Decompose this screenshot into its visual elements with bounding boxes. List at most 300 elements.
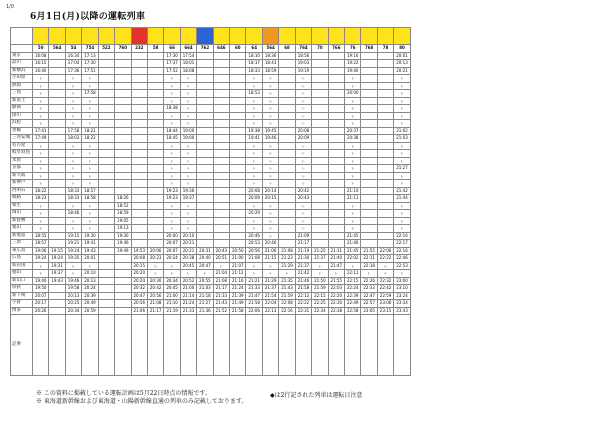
- time-cell: [361, 67, 377, 75]
- time-cell: ㇾ: [345, 210, 361, 218]
- train-number: 768: [361, 45, 377, 53]
- time-cell: 22:46: [394, 255, 410, 263]
- time-cell: ㇾ: [246, 150, 262, 158]
- time-cell: 22:26: [361, 277, 377, 285]
- time-cell: 20:46: [246, 232, 262, 240]
- time-cell: 17:37: [164, 60, 180, 68]
- time-cell: 17:36: [65, 67, 81, 75]
- time-cell: ㇾ: [377, 262, 393, 270]
- time-cell: 21:31: [328, 247, 344, 255]
- remarks-cell: [213, 315, 229, 376]
- time-cell: [328, 157, 344, 165]
- time-cell: 20:21: [394, 67, 410, 75]
- time-cell: [115, 97, 131, 105]
- remarks-cell: [295, 315, 311, 376]
- time-cell: 21:44: [394, 195, 410, 203]
- time-cell: [49, 195, 65, 203]
- time-cell: 21:58: [295, 285, 311, 293]
- time-cell: [230, 165, 246, 173]
- time-cell: [98, 300, 114, 308]
- time-cell: [115, 255, 131, 263]
- time-cell: 21:55: [328, 277, 344, 285]
- time-cell: 21:46: [345, 240, 361, 248]
- time-cell: 18:59: [115, 210, 131, 218]
- time-cell: 20:15: [262, 195, 278, 203]
- time-cell: [328, 240, 344, 248]
- station-name: 熱海: [11, 82, 33, 90]
- time-cell: ㇾ: [65, 75, 81, 83]
- time-cell: [328, 67, 344, 75]
- time-cell: 21:33: [213, 292, 229, 300]
- time-cell: 19:53: [131, 247, 147, 255]
- time-cell: [377, 187, 393, 195]
- time-cell: [312, 60, 328, 68]
- time-cell: [328, 135, 344, 143]
- time-cell: 22:15: [345, 277, 361, 285]
- station-name: 徳山: [11, 270, 33, 278]
- train-number: 762: [197, 45, 213, 53]
- time-cell: [377, 172, 393, 180]
- remarks-label: 記事: [11, 315, 33, 376]
- time-cell: [312, 120, 328, 128]
- station-name: 新横浜: [11, 67, 33, 75]
- time-cell: 22:16: [279, 307, 295, 315]
- station-row: [11, 127, 411, 135]
- time-cell: [98, 90, 114, 98]
- time-cell: 21:29: [279, 262, 295, 270]
- time-cell: [115, 75, 131, 83]
- time-cell: [147, 217, 163, 225]
- time-cell: [197, 112, 213, 120]
- time-cell: 20:42: [147, 285, 163, 293]
- remarks-cell: [115, 315, 131, 376]
- time-cell: [312, 180, 328, 188]
- time-cell: 22:06: [246, 307, 262, 315]
- time-cell: [361, 217, 377, 225]
- time-cell: ㇾ: [82, 142, 98, 150]
- time-cell: [328, 225, 344, 233]
- time-cell: [131, 135, 147, 143]
- remarks-cell: [312, 315, 328, 376]
- train-number: 232: [131, 45, 147, 53]
- time-cell: 22:32: [377, 277, 393, 285]
- time-cell: [197, 120, 213, 128]
- time-cell: ㇾ: [82, 210, 98, 218]
- station-name: 岐阜羽島: [11, 150, 33, 158]
- time-cell: [49, 217, 65, 225]
- time-cell: 19:36: [180, 187, 196, 195]
- time-cell: 21:27: [394, 165, 410, 173]
- time-cell: ㇾ: [345, 75, 361, 83]
- time-cell: [131, 60, 147, 68]
- time-cell: 22:24: [345, 285, 361, 293]
- time-cell: ㇾ: [246, 112, 262, 120]
- time-cell: ㇾ: [164, 90, 180, 98]
- station-row: [11, 292, 411, 300]
- time-cell: [279, 217, 295, 225]
- time-cell: [49, 300, 65, 308]
- time-cell: 19:43: [49, 277, 65, 285]
- time-cell: [312, 172, 328, 180]
- time-cell: [328, 97, 344, 105]
- time-cell: [98, 150, 114, 158]
- time-cell: [213, 75, 229, 83]
- time-cell: [98, 247, 114, 255]
- time-cell: 21:08: [147, 300, 163, 308]
- time-cell: [213, 52, 229, 60]
- time-cell: 19:22: [345, 60, 361, 68]
- remarks-cell: [65, 315, 81, 376]
- time-cell: 21:47: [246, 292, 262, 300]
- time-cell: 18:33: [65, 187, 81, 195]
- train-type-badge: [115, 28, 131, 45]
- time-cell: [115, 180, 131, 188]
- time-cell: 21:37: [262, 285, 278, 293]
- station-row: [11, 202, 411, 210]
- time-cell: [131, 240, 147, 248]
- time-cell: [213, 127, 229, 135]
- time-cell: 22:58: [345, 307, 361, 315]
- time-cell: 20:29: [246, 210, 262, 218]
- time-cell: [230, 90, 246, 98]
- time-cell: ㇾ: [82, 112, 98, 120]
- time-cell: ㇾ: [33, 142, 49, 150]
- station-name: 三河安城: [11, 135, 33, 143]
- time-cell: ㇾ: [180, 150, 196, 158]
- time-cell: ㇾ: [65, 120, 81, 128]
- time-cell: 18:56: [295, 52, 311, 60]
- train-type-badge: [33, 28, 49, 45]
- time-cell: [279, 150, 295, 158]
- time-cell: ㇾ: [82, 172, 98, 180]
- time-cell: [197, 105, 213, 113]
- time-cell: [98, 307, 114, 315]
- time-cell: 17:30: [82, 60, 98, 68]
- remarks-cell: [131, 315, 147, 376]
- time-cell: ㇾ: [65, 225, 81, 233]
- time-cell: ㇾ: [394, 105, 410, 113]
- time-cell: [131, 105, 147, 113]
- time-cell: [131, 157, 147, 165]
- time-cell: [115, 105, 131, 113]
- station-name: 新大阪: [11, 172, 33, 180]
- time-cell: 20:07: [164, 240, 180, 248]
- time-cell: [131, 150, 147, 158]
- time-cell: 19:40: [345, 67, 361, 75]
- remarks-cell: [164, 315, 180, 376]
- time-cell: 22:34: [312, 307, 328, 315]
- time-cell: [98, 82, 114, 90]
- train-number: 68: [279, 45, 295, 53]
- time-cell: [312, 112, 328, 120]
- time-cell: [230, 195, 246, 203]
- time-cell: ㇾ: [82, 75, 98, 83]
- time-cell: [361, 90, 377, 98]
- time-cell: 18:44: [164, 127, 180, 135]
- station-row: [11, 120, 411, 128]
- time-cell: [230, 142, 246, 150]
- time-cell: [115, 67, 131, 75]
- time-cell: 22:42: [377, 285, 393, 293]
- time-cell: 18:26: [115, 195, 131, 203]
- time-cell: 21:12: [230, 270, 246, 278]
- time-cell: 21:00: [180, 285, 196, 293]
- time-cell: 21:16: [230, 277, 246, 285]
- time-cell: ㇾ: [33, 150, 49, 158]
- station-row: [11, 262, 411, 270]
- time-cell: 23:00: [394, 277, 410, 285]
- time-cell: ㇾ: [180, 90, 196, 98]
- station-name: 小田原: [11, 75, 33, 83]
- time-cell: 21:37: [312, 255, 328, 263]
- time-cell: ㇾ: [262, 120, 278, 128]
- time-cell: [279, 52, 295, 60]
- time-cell: [147, 210, 163, 218]
- time-cell: 20:13: [65, 292, 81, 300]
- time-cell: ㇾ: [65, 112, 81, 120]
- time-cell: ㇾ: [246, 180, 262, 188]
- time-cell: ㇾ: [394, 75, 410, 83]
- station-name: 博多: [11, 307, 33, 315]
- time-cell: ㇾ: [295, 180, 311, 188]
- time-cell: 21:58: [230, 307, 246, 315]
- time-cell: [361, 135, 377, 143]
- time-cell: 19:19: [295, 67, 311, 75]
- time-cell: [213, 142, 229, 150]
- time-cell: 21:59: [312, 285, 328, 293]
- time-cell: [147, 112, 163, 120]
- time-cell: [312, 75, 328, 83]
- station-row: [11, 225, 411, 233]
- time-cell: [377, 75, 393, 83]
- time-cell: [131, 97, 147, 105]
- time-cell: ㇾ: [164, 262, 180, 270]
- time-cell: [230, 120, 246, 128]
- time-cell: [279, 135, 295, 143]
- time-cell: [230, 210, 246, 218]
- remarks-cell: [246, 315, 262, 376]
- time-cell: ㇾ: [180, 82, 196, 90]
- time-cell: [197, 187, 213, 195]
- time-cell: [312, 127, 328, 135]
- time-cell: [49, 52, 65, 60]
- time-cell: [328, 210, 344, 218]
- train-type-badge: [213, 28, 229, 45]
- time-cell: 21:03: [394, 135, 410, 143]
- time-cell: [328, 195, 344, 203]
- time-cell: [115, 187, 131, 195]
- time-cell: 16:40: [33, 67, 49, 75]
- time-cell: [328, 232, 344, 240]
- time-cell: 19:05: [115, 217, 131, 225]
- time-cell: [49, 90, 65, 98]
- time-cell: ㇾ: [33, 157, 49, 165]
- time-cell: 21:36: [197, 307, 213, 315]
- time-cell: 22:15: [312, 292, 328, 300]
- time-cell: 20:51: [213, 255, 229, 263]
- time-cell: 21:25: [312, 247, 328, 255]
- time-cell: 18:43: [262, 60, 278, 68]
- time-cell: 17:30: [164, 52, 180, 60]
- time-cell: [49, 135, 65, 143]
- time-cell: ㇾ: [180, 75, 196, 83]
- time-cell: [49, 187, 65, 195]
- time-cell: ㇾ: [164, 157, 180, 165]
- time-cell: 20:45: [164, 285, 180, 293]
- time-cell: 18:53: [246, 90, 262, 98]
- time-cell: [131, 165, 147, 173]
- remarks-cell: [82, 315, 98, 376]
- time-cell: [230, 60, 246, 68]
- time-cell: 18:23: [33, 195, 49, 203]
- time-cell: 19:21: [65, 240, 81, 248]
- time-cell: ㇾ: [394, 270, 410, 278]
- train-type-badge: [147, 28, 163, 45]
- train-number: 78: [377, 45, 393, 53]
- time-cell: [328, 202, 344, 210]
- time-cell: [328, 82, 344, 90]
- time-cell: [49, 172, 65, 180]
- time-cell: 21:03: [197, 285, 213, 293]
- time-cell: [312, 240, 328, 248]
- time-cell: ㇾ: [246, 217, 262, 225]
- time-cell: 20:30: [147, 277, 163, 285]
- time-cell: [147, 157, 163, 165]
- time-cell: ㇾ: [246, 262, 262, 270]
- time-cell: 20:56: [147, 292, 163, 300]
- time-cell: 20:09: [295, 135, 311, 143]
- time-cell: ㇾ: [82, 165, 98, 173]
- time-cell: 19:15: [49, 247, 65, 255]
- time-cell: [98, 270, 114, 278]
- time-cell: ㇾ: [246, 142, 262, 150]
- time-cell: 19:49: [115, 247, 131, 255]
- time-cell: [147, 150, 163, 158]
- time-cell: ㇾ: [65, 97, 81, 105]
- time-cell: ㇾ: [164, 202, 180, 210]
- time-cell: [312, 105, 328, 113]
- time-cell: 21:10: [345, 187, 361, 195]
- time-cell: ㇾ: [180, 112, 196, 120]
- time-cell: ㇾ: [65, 202, 81, 210]
- time-cell: ㇾ: [180, 217, 196, 225]
- time-cell: ㇾ: [82, 202, 98, 210]
- time-cell: ㇾ: [164, 150, 180, 158]
- time-cell: 22:39: [345, 292, 361, 300]
- time-cell: 21:07: [230, 262, 246, 270]
- time-cell: ㇾ: [33, 217, 49, 225]
- time-cell: 19:43: [82, 247, 98, 255]
- station-name: 品川: [11, 60, 33, 68]
- time-cell: [230, 187, 246, 195]
- time-cell: 21:46: [295, 277, 311, 285]
- train-type-badge: [230, 28, 246, 45]
- time-cell: [115, 135, 131, 143]
- time-cell: [98, 225, 114, 233]
- time-cell: 19:46: [115, 240, 131, 248]
- time-cell: [377, 165, 393, 173]
- time-cell: 19:00: [180, 127, 196, 135]
- time-cell: ㇾ: [164, 97, 180, 105]
- time-cell: [197, 195, 213, 203]
- time-cell: 19:03: [295, 60, 311, 68]
- time-cell: [147, 67, 163, 75]
- time-cell: [361, 142, 377, 150]
- time-cell: 19:23: [164, 195, 180, 203]
- time-cell: 17:58: [82, 90, 98, 98]
- time-cell: [213, 187, 229, 195]
- station-name: 三原: [11, 240, 33, 248]
- time-cell: [213, 105, 229, 113]
- time-cell: 22:31: [295, 307, 311, 315]
- station-name: 新倉敷: [11, 217, 33, 225]
- time-cell: ㇾ: [394, 180, 410, 188]
- time-cell: ㇾ: [394, 82, 410, 90]
- time-cell: 20:56: [246, 247, 262, 255]
- time-cell: 20:21: [180, 247, 196, 255]
- time-cell: 22:06: [377, 247, 393, 255]
- station-name: 米原: [11, 157, 33, 165]
- remarks-cell: [328, 315, 344, 376]
- time-cell: 17:56: [65, 127, 81, 135]
- time-cell: [131, 52, 147, 60]
- time-cell: [197, 67, 213, 75]
- time-cell: ㇾ: [345, 180, 361, 188]
- station-name: 新山口: [11, 277, 33, 285]
- time-cell: [213, 135, 229, 143]
- time-cell: [49, 225, 65, 233]
- time-cell: [115, 60, 131, 68]
- train-type-badge: [361, 28, 377, 45]
- time-cell: ㇾ: [33, 210, 49, 218]
- time-cell: ㇾ: [295, 97, 311, 105]
- train-number: 54: [65, 45, 81, 53]
- time-cell: [131, 90, 147, 98]
- time-cell: 21:39: [230, 292, 246, 300]
- station-row: [11, 195, 411, 203]
- time-cell: 22:57: [361, 300, 377, 308]
- time-cell: ㇾ: [262, 142, 278, 150]
- train-type-badge: [394, 28, 410, 45]
- station-row: [11, 277, 411, 285]
- station-name: 広島: [11, 255, 33, 263]
- time-cell: 20:00: [345, 90, 361, 98]
- time-cell: 22:22: [377, 255, 393, 263]
- time-cell: 20:32: [131, 285, 147, 293]
- time-cell: [377, 157, 393, 165]
- time-cell: 18:17: [246, 60, 262, 68]
- time-cell: [115, 120, 131, 128]
- station-row: [11, 67, 411, 75]
- time-cell: [147, 82, 163, 90]
- time-cell: ㇾ: [33, 97, 49, 105]
- train-type-badge: [49, 28, 65, 45]
- time-cell: [230, 112, 246, 120]
- time-cell: [98, 112, 114, 120]
- time-cell: [328, 60, 344, 68]
- time-cell: [98, 180, 114, 188]
- time-cell: ㇾ: [262, 202, 278, 210]
- station-name: 小倉: [11, 300, 33, 308]
- time-cell: ㇾ: [33, 225, 49, 233]
- time-cell: [213, 217, 229, 225]
- time-cell: ㇾ: [262, 232, 278, 240]
- time-cell: [328, 165, 344, 173]
- time-cell: ㇾ: [180, 120, 196, 128]
- time-cell: 21:42: [295, 270, 311, 278]
- station-row: [11, 112, 411, 120]
- time-cell: ㇾ: [180, 142, 196, 150]
